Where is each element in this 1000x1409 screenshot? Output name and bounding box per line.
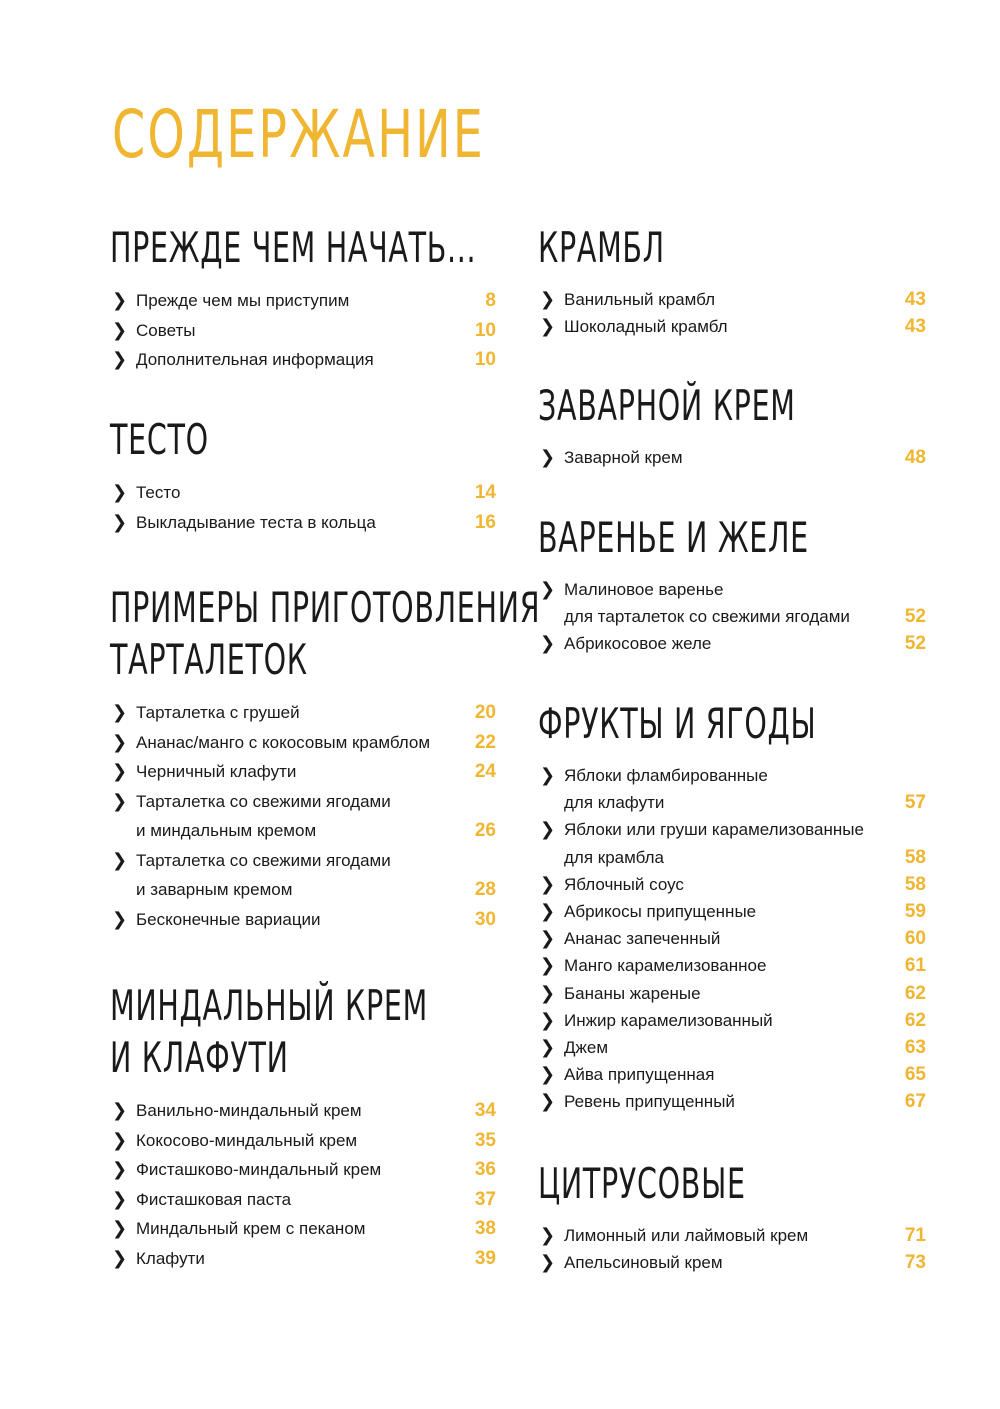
- page-title: СОДЕРЖАНИЕ: [112, 96, 485, 173]
- chevron-right-icon: ❯: [112, 1247, 128, 1268]
- toc-entry[interactable]: [538, 313, 930, 340]
- chevron-right-icon: ❯: [540, 873, 556, 894]
- toc-entry-title: Ананас запеченный: [564, 929, 721, 949]
- chevron-right-icon: ❯: [112, 349, 128, 369]
- toc-entry[interactable]: [110, 787, 500, 846]
- section-title: [538, 222, 805, 274]
- toc-entry-title: Клафути: [136, 1248, 205, 1268]
- toc-entry-title: Яблоки фламбированные: [564, 766, 768, 785]
- toc-entry[interactable]: [538, 1249, 930, 1276]
- toc-page-number: 10: [474, 349, 496, 370]
- section-title-line: МИНДАЛЬНЫЙ КРЕМ: [110, 981, 428, 1030]
- toc-entry-title: Абрикосы припущенные: [564, 902, 757, 922]
- toc-section: [538, 1158, 930, 1276]
- toc-entry-title: Ананас/манго с кокосовым крамблом: [136, 732, 431, 752]
- toc-entry-title: Малиновое варенье: [564, 580, 724, 599]
- toc-entry-title: Тарталетка со свежими ягодами: [136, 850, 391, 870]
- toc-entry-title: Фисташково-миндальный крем: [136, 1160, 382, 1179]
- toc-page-number: 10: [474, 319, 496, 341]
- toc-section: [110, 582, 541, 934]
- toc-entry[interactable]: [538, 286, 930, 313]
- toc-entry-title: Прежде чем мы приступим: [136, 291, 350, 310]
- toc-entry-title: Апельсиновый крем: [564, 1253, 723, 1273]
- toc-page-number: 60: [904, 928, 926, 950]
- toc-entry[interactable]: [110, 1126, 500, 1156]
- chevron-right-icon: ❯: [112, 1100, 128, 1120]
- toc-entry-title: Бесконечные вариации: [136, 909, 321, 929]
- toc-page-number: 62: [904, 982, 926, 1004]
- toc-page-number: 52: [904, 633, 926, 655]
- toc-entry-title: Инжир карамелизованный: [564, 1010, 773, 1030]
- toc-section: [110, 980, 500, 1273]
- chevron-right-icon: ❯: [112, 790, 128, 811]
- chevron-right-icon: ❯: [112, 1218, 128, 1238]
- toc-entry[interactable]: [110, 478, 500, 508]
- chevron-right-icon: ❯: [540, 1009, 556, 1030]
- toc-entry-title: Яблоки или груши карамелизованные: [564, 820, 864, 840]
- section-title: [538, 380, 805, 432]
- toc-entry-title: для клафути: [564, 793, 665, 813]
- section-title: [110, 582, 541, 686]
- chevron-right-icon: ❯: [540, 633, 556, 654]
- toc-page-number: 57: [904, 792, 926, 814]
- toc-section: [538, 698, 930, 1116]
- toc-entry[interactable]: [110, 905, 500, 935]
- toc-page-number: 34: [474, 1100, 496, 1121]
- chevron-right-icon: ❯: [112, 1188, 128, 1209]
- toc-entry-title: и заварным кремом: [136, 880, 293, 899]
- toc-entry-title: Айва припущенная: [564, 1065, 715, 1085]
- toc-entry-title: Манго карамелизованное: [564, 956, 767, 976]
- toc-entry[interactable]: [538, 1222, 930, 1249]
- chevron-right-icon: ❯: [540, 765, 556, 785]
- toc-entry[interactable]: [538, 871, 930, 898]
- toc-section: [538, 222, 930, 340]
- toc-entry[interactable]: [538, 925, 930, 952]
- toc-section: [110, 414, 500, 537]
- chevron-right-icon: ❯: [540, 955, 556, 976]
- toc-entry[interactable]: [538, 576, 930, 630]
- toc-entry-title: для тарталеток со свежими ягодами: [564, 607, 850, 627]
- chevron-right-icon: ❯: [112, 1129, 128, 1150]
- toc-page-number: 73: [904, 1252, 926, 1274]
- toc-entry[interactable]: [110, 846, 500, 905]
- toc-entry[interactable]: [538, 630, 930, 657]
- toc-entry-title: Лимонный или лаймовый крем: [564, 1226, 809, 1245]
- toc-entry-title: Выкладывание теста в кольца: [136, 512, 376, 532]
- toc-entry-title: Бананы жареные: [564, 983, 701, 1003]
- toc-page-number: 22: [474, 731, 496, 753]
- toc-entry[interactable]: [538, 952, 930, 979]
- toc-entry[interactable]: [110, 757, 500, 787]
- section-title-line: ФРУКТЫ И ЯГОДЫ: [538, 699, 817, 748]
- chevron-right-icon: ❯: [540, 982, 556, 1003]
- chevron-right-icon: ❯: [540, 1225, 556, 1245]
- toc-page-number: 38: [474, 1218, 496, 1239]
- toc-entry-title: Абрикосовое желе: [564, 634, 712, 654]
- toc-entry[interactable]: [110, 508, 500, 538]
- section-title-line: ПРИМЕРЫ ПРИГОТОВЛЕНИЯ: [110, 583, 541, 632]
- toc-entry[interactable]: [110, 1155, 500, 1185]
- toc-entry[interactable]: [538, 1088, 930, 1115]
- section-title: [110, 414, 375, 466]
- chevron-right-icon: ❯: [540, 1252, 556, 1273]
- chevron-right-icon: ❯: [112, 482, 128, 502]
- toc-entry[interactable]: [538, 816, 930, 870]
- toc-entry[interactable]: [538, 1034, 930, 1061]
- chevron-right-icon: ❯: [540, 819, 556, 840]
- toc-entry-title: Советы: [136, 320, 196, 340]
- toc-page-number: 20: [474, 702, 496, 723]
- toc-entry-title: Заварной крем: [564, 448, 683, 467]
- toc-page-number: 63: [904, 1037, 926, 1059]
- chevron-right-icon: ❯: [540, 447, 556, 467]
- toc-page-number: 65: [904, 1064, 926, 1086]
- toc-entry-title: Дополнительная информация: [136, 350, 374, 369]
- toc-entry[interactable]: [538, 444, 930, 471]
- toc-page-number: 52: [904, 606, 926, 628]
- chevron-right-icon: ❯: [112, 290, 128, 310]
- toc-entry-title: Тесто: [136, 483, 181, 502]
- section-title: [538, 698, 817, 750]
- toc-page-number: 59: [904, 901, 926, 923]
- toc-page-number: 62: [904, 1009, 926, 1031]
- chevron-right-icon: ❯: [112, 702, 128, 722]
- section-title-line: ЗАВАРНОЙ КРЕМ: [538, 381, 796, 430]
- toc-entry[interactable]: [538, 1007, 930, 1034]
- toc-entry[interactable]: [110, 316, 500, 346]
- toc-entry[interactable]: [110, 1214, 500, 1244]
- chevron-right-icon: ❯: [540, 289, 556, 309]
- toc-page-number: 26: [474, 820, 496, 841]
- section-title-line: И КЛАФУТИ: [110, 1033, 289, 1082]
- chevron-right-icon: ❯: [540, 1064, 556, 1085]
- toc-page-number: 35: [474, 1129, 496, 1151]
- toc-page-number: 67: [904, 1091, 926, 1113]
- section-title: [538, 1158, 805, 1210]
- chevron-right-icon: ❯: [112, 319, 128, 340]
- chevron-right-icon: ❯: [112, 731, 128, 752]
- toc-entry[interactable]: [538, 762, 930, 816]
- chevron-right-icon: ❯: [112, 1159, 128, 1179]
- toc-entry-title: для крамбла: [564, 847, 664, 867]
- toc-page-number: 43: [904, 316, 926, 338]
- section-title: [110, 222, 477, 274]
- toc-entry-title: Ревень припущенный: [564, 1092, 735, 1112]
- toc-section: [538, 512, 930, 658]
- chevron-right-icon: ❯: [112, 849, 128, 870]
- chevron-right-icon: ❯: [540, 901, 556, 922]
- toc-entry-title: Кокосово-миндальный крем: [136, 1130, 358, 1150]
- section-title-line: ТЕСТО: [110, 415, 209, 464]
- section-title-line: ЦИТРУСОВЫЕ: [538, 1159, 746, 1208]
- chevron-right-icon: ❯: [540, 928, 556, 949]
- toc-entry-title: Тарталетка со свежими ягодами: [136, 791, 391, 811]
- chevron-right-icon: ❯: [112, 761, 128, 781]
- toc-section: [538, 380, 930, 471]
- toc-entry[interactable]: [538, 980, 930, 1007]
- toc-entry-title: Фисташковая паста: [136, 1189, 292, 1209]
- toc-section: [110, 222, 500, 375]
- toc-entry[interactable]: [538, 1061, 930, 1088]
- toc-page-number: 8: [485, 290, 496, 311]
- section-title-line: ТАРТАЛЕТОК: [110, 635, 308, 684]
- toc-page-number: 36: [474, 1159, 496, 1180]
- toc-page-number: 61: [904, 955, 926, 977]
- chevron-right-icon: ❯: [112, 511, 128, 532]
- toc-entry-title: Миндальный крем с пеканом: [136, 1219, 366, 1238]
- toc-entry[interactable]: [110, 345, 500, 375]
- toc-entry[interactable]: [110, 1185, 500, 1215]
- toc-page-number: 24: [474, 761, 496, 782]
- toc-entry[interactable]: [110, 1244, 500, 1274]
- toc-page-number: 58: [904, 873, 926, 895]
- toc-entry-title: Тарталетка с грушей: [136, 703, 300, 722]
- toc-page-number: 28: [474, 879, 496, 900]
- toc-entry-title: Джем: [564, 1038, 609, 1058]
- toc-page-number: 30: [474, 908, 496, 930]
- toc-entry-title: Ванильно-миндальный крем: [136, 1101, 362, 1120]
- toc-page-number: 37: [474, 1188, 496, 1210]
- toc-entry-title: и миндальным кремом: [136, 821, 317, 840]
- toc-entry-title: Яблочный соус: [564, 874, 684, 894]
- toc-entry-title: Ванильный крамбл: [564, 290, 716, 309]
- toc-page-number: 39: [474, 1247, 496, 1269]
- toc-entry-title: Черничный клафути: [136, 762, 297, 781]
- toc-page-number: 16: [474, 511, 496, 533]
- toc-page-number: 14: [474, 482, 496, 503]
- chevron-right-icon: ❯: [540, 579, 556, 599]
- section-title-line: ПРЕЖДЕ ЧЕМ НАЧАТЬ...: [110, 223, 477, 272]
- toc-entry[interactable]: [110, 698, 500, 728]
- toc-page-number: 71: [904, 1225, 926, 1246]
- toc-entry-title: Шоколадный крамбл: [564, 317, 728, 337]
- chevron-right-icon: ❯: [540, 316, 556, 337]
- toc-page-number: 48: [904, 447, 926, 468]
- chevron-right-icon: ❯: [112, 908, 128, 929]
- toc-entry[interactable]: [110, 1096, 500, 1126]
- section-title: [110, 980, 428, 1084]
- toc-entry[interactable]: [110, 728, 500, 758]
- chevron-right-icon: ❯: [540, 1037, 556, 1058]
- section-title-line: ВАРЕНЬЕ И ЖЕЛЕ: [538, 513, 809, 562]
- chevron-right-icon: ❯: [540, 1091, 556, 1112]
- toc-entry[interactable]: [110, 286, 500, 316]
- toc-page-number: 43: [904, 289, 926, 310]
- section-title: [538, 512, 809, 564]
- toc-entry[interactable]: [538, 898, 930, 925]
- toc-page-number: 58: [904, 846, 926, 868]
- section-title-line: КРАМБЛ: [538, 223, 665, 272]
